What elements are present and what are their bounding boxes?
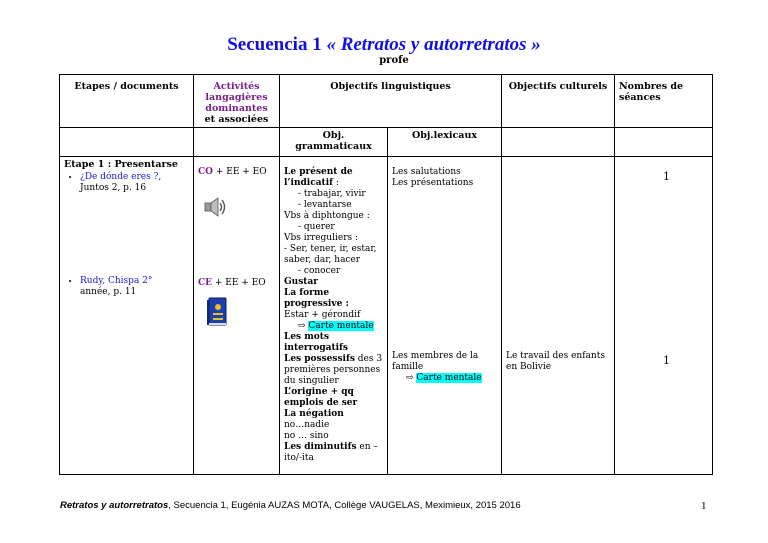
page-title: Secuencia 1 « Retratos y autorretratos » — [227, 34, 541, 55]
book-icon[interactable] — [206, 297, 228, 331]
grammar-cell: Le présent de l’indicatif : - trabajar, vivir - levantarse Vbs à diphtongue : - querer Vbs irreguliers : - Ser, tener, ir, estar, saber, dar, hacer - conocer Gustar La forme progressive : Estar + gérondif ⇨ Carte mentale Les mots interrogatifs Les possessifs des 3 premières personnes du singulier L’origine + qq emplois de ser La négation no…nadie no … sino Les diminutifs en – ito/-ita — [280, 157, 388, 475]
activity-1: CO + EE + EO — [198, 167, 267, 177]
header-nombres: Nombres de séances — [615, 75, 713, 128]
header-obj-gram: Obj. grammaticaux — [280, 128, 388, 157]
header-obj-cult: Objectifs culturels — [502, 75, 615, 128]
header-obj-ling: Objectifs linguistiques — [280, 75, 502, 128]
footer: Retratos y autorretratos, Secuencia 1, Eugénia AUZAS MOTA, Collège VAUGELAS, Meximieux, 2015 2016 — [60, 500, 521, 511]
speaker-icon[interactable] — [204, 195, 228, 223]
activites-cell — [194, 157, 280, 475]
header-activites: Activités langagières dominantes et associées — [194, 75, 280, 128]
sequence-table — [59, 74, 713, 475]
carte-mentale-gram: ⇨ Carte mentale — [298, 321, 374, 331]
header-obj-lex: Obj.lexicaux — [388, 128, 502, 157]
document-link-2[interactable]: Rudy, Chispa 2° — [80, 276, 153, 286]
etape-title: Etape 1 : Presentarse — [64, 159, 178, 170]
document-item: • Rudy, Chispa 2° année, p. 11 — [80, 276, 152, 298]
document-link-1[interactable]: ¿De dónde eres ?, — [80, 172, 162, 182]
document-list — [64, 172, 189, 194]
lexical-family: Les membres de la famille ⇨ Carte mentale — [392, 351, 482, 383]
activity-2: CE + EE + EO — [198, 278, 266, 288]
header-row — [60, 75, 713, 128]
lexical-cell: Les salutations Les présentations Les membres de la famille ⇨ Carte mentale — [388, 157, 502, 475]
document-list-2 — [64, 276, 152, 298]
subheader-row — [60, 128, 713, 157]
etape-cell — [60, 157, 194, 475]
header-etapes: Etapes / documents — [60, 75, 194, 128]
seances-count-2: 1 — [663, 354, 670, 367]
etape-row — [60, 157, 713, 475]
seances-cell — [615, 157, 713, 475]
document-item: • ¿De dónde eres ?, Juntos 2, p. 16 — [80, 172, 189, 194]
seances-count-1: 1 — [663, 170, 670, 183]
cultural-cell: Le travail des enfants en Bolivie — [502, 157, 615, 475]
page-number: 1 — [701, 500, 707, 512]
page-subtitle: profe — [379, 55, 409, 66]
